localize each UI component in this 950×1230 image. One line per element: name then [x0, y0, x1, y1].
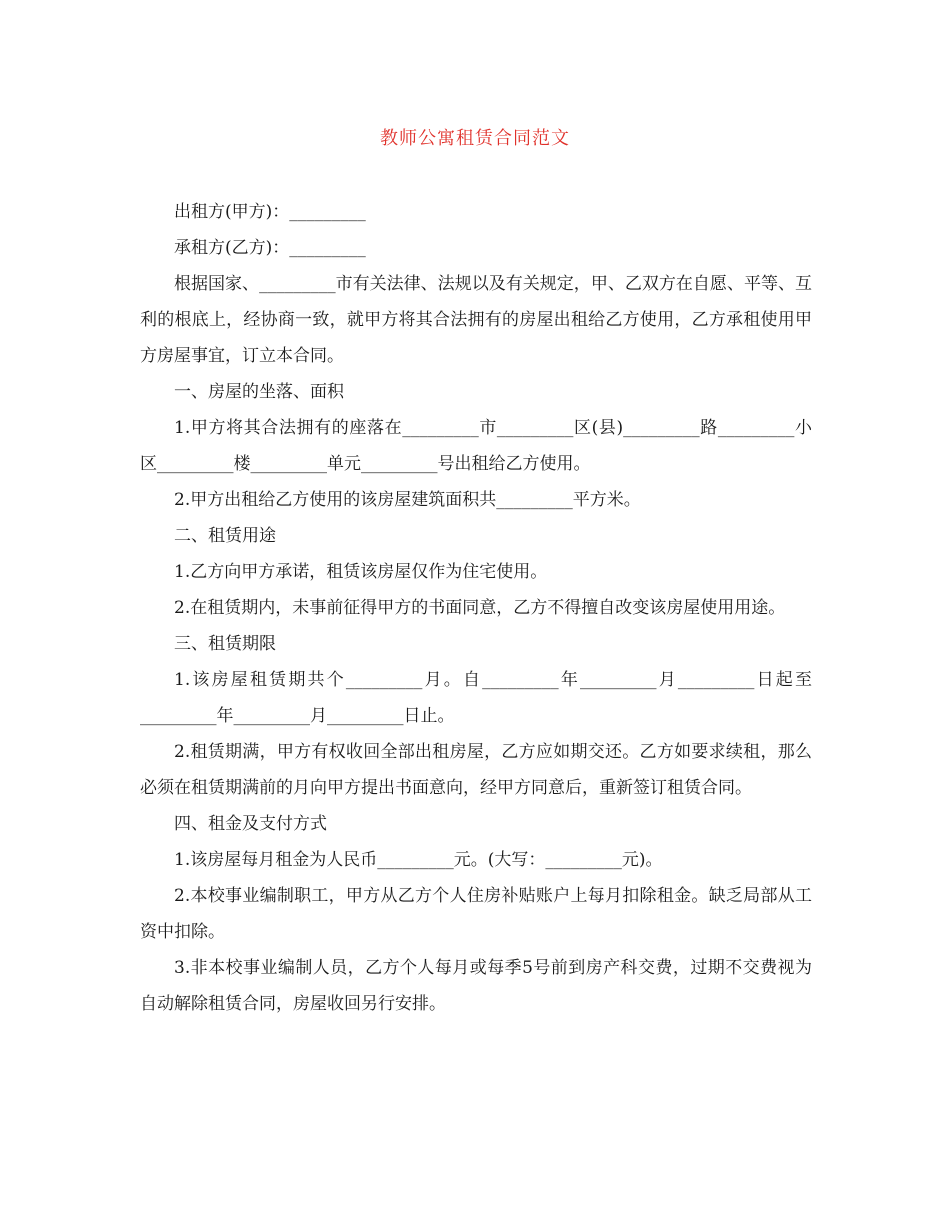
clause-4-1: 1.该房屋每月租金为人民币_________元。(大写：_________元)。: [174, 850, 663, 870]
clause-3-2: 2.租赁期满，甲方有权收回全部出租房屋，乙方应如期交还。乙方如要求续租，那么必须在租赁期满前的月向甲方提出书面意向，经甲方同意后，重新签订租赁合同。: [140, 742, 812, 798]
document-body: [140, 194, 812, 1022]
section-heading-term: 三、租赁期限: [174, 634, 276, 654]
document-title: 教师公寓租赁合同范文: [380, 128, 570, 149]
clause-2-1: 1.乙方向甲方承诺，租赁该房屋仅作为住宅使用。: [174, 562, 548, 582]
section-heading-location: 一、房屋的坐落、面积: [174, 382, 344, 402]
clause-1-2: 2.甲方出租给乙方使用的该房屋建筑面积共_________平方米。: [174, 490, 641, 510]
paragraph-lessor: 出租方(甲方)：_________: [174, 202, 366, 222]
section-heading-rent: 四、租金及支付方式: [174, 814, 327, 834]
clause-2-2: 2.在租赁期内，未事前征得甲方的书面同意，乙方不得擅自改变该房屋使用用途。: [174, 598, 786, 618]
paragraph-preamble: 根据国家、_________市有关法律、法规以及有关规定，甲、乙双方在自愿、平等、互利的根底上，经协商一致，就甲方将其合法拥有的房屋出租给乙方使用，乙方承租使用甲方房屋事宜，订立本合同。: [140, 274, 812, 366]
clause-3-1: 1.该房屋租赁期共个_________月。自_________年_________月_________日起至_________年_________月_________日止。: [140, 670, 812, 726]
section-heading-usage: 二、租赁用途: [174, 526, 276, 546]
clause-4-3: 3.非本校事业编制人员，乙方个人每月或每季5号前到房产科交费，过期不交费视为自动解除租赁合同，房屋收回另行安排。: [140, 958, 812, 1014]
clause-1-1: 1.甲方将其合法拥有的座落在_________市_________区(县)_________路_________小区_________楼_________单元_________号出租给乙方使用。: [140, 418, 812, 474]
clause-4-2: 2.本校事业编制职工，甲方从乙方个人住房补贴账户上每月扣除租金。缺乏局部从工资中扣除。: [140, 886, 812, 942]
paragraph-lessee: 承租方(乙方)：_________: [174, 238, 366, 258]
